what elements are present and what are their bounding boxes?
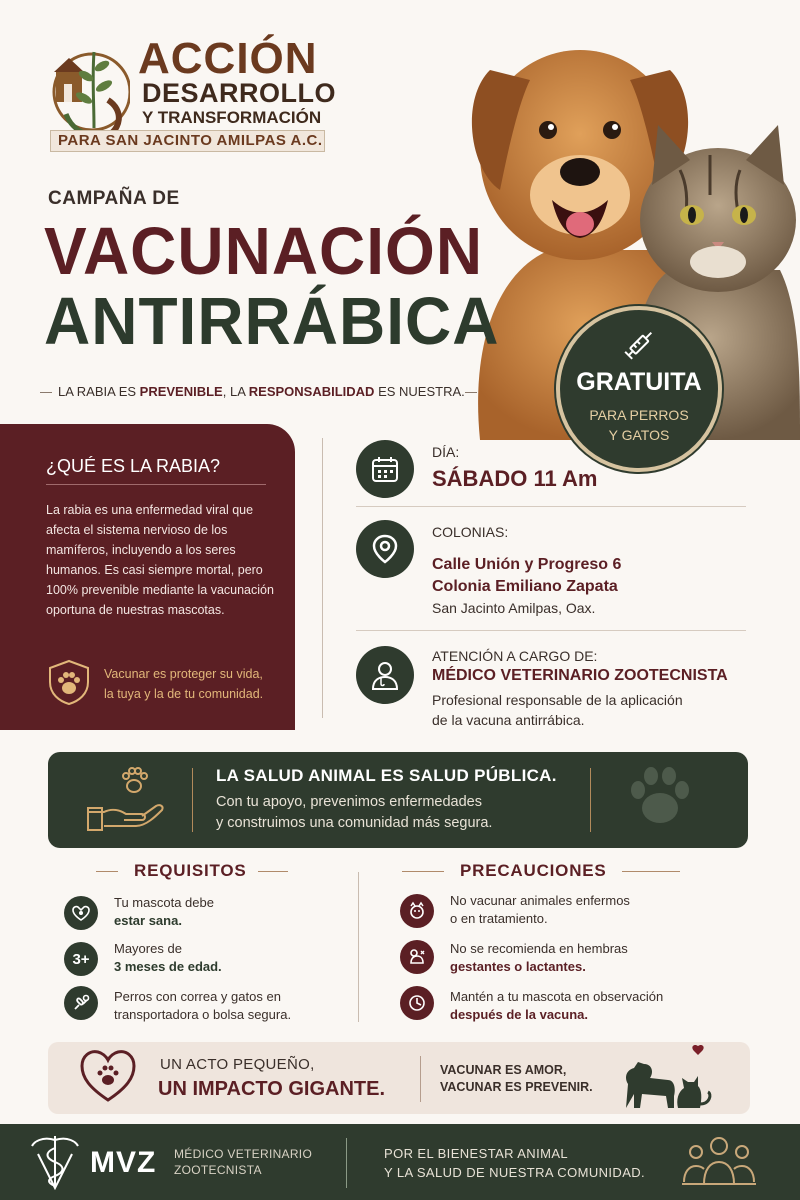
rabia-quote: Vacunar es proteger su vida, la tuya y la de tu comunidad.: [104, 667, 264, 701]
location-icon-circle: [356, 520, 414, 578]
requisitos-rule-left: [96, 871, 118, 872]
dia-value: SÁBADO 11 Am: [432, 466, 598, 491]
veterinarian-icon: [369, 659, 401, 691]
impacto-line-1: UN ACTO PEQUEÑO,: [160, 1056, 315, 1073]
title-antirrabica: ANTIRRÁBICA: [44, 283, 500, 359]
precaucion-2: No se recomienda en hembras gestantes o lactantes.: [450, 941, 628, 974]
precauciones-rule-left: [402, 871, 444, 872]
precauciones-heading: PRECAUCIONES: [460, 861, 607, 880]
community-people-icon: [680, 1134, 758, 1186]
footer-divider: [346, 1138, 347, 1188]
address-block: [432, 554, 621, 618]
address-line-2: Colonia Emiliano Zapata: [432, 578, 618, 595]
requisitos-precauciones-divider: [358, 872, 359, 1022]
heart-paw-icon: [78, 1044, 138, 1108]
campaign-pretitle: CAMPAÑA DE: [48, 188, 180, 209]
rabia-description: La rabia es una enfermedad viral que afecta el sistema nervioso de los mamíferos, incluyendo a los seres humanos. Es casi siempre mortal, pero 100% prevenible mediante la vacunación oportuna de nuestras mascotas.: [46, 503, 274, 617]
requisito-2: Mayores de 3 meses de edad.: [114, 941, 222, 974]
precaucion-1: No vacunar animales enfermos o en tratamiento.: [450, 893, 630, 926]
tagline-rule-right: [465, 392, 477, 393]
footer-mvz: MVZ: [90, 1146, 157, 1179]
footer-slogan: POR EL BIENESTAR ANIMAL Y LA SALUD DE NUESTRA COMUNIDAD.: [384, 1146, 646, 1180]
paw-icon: [624, 760, 696, 832]
requisitos-heading: REQUISITOS: [134, 861, 247, 880]
clock-icon: [400, 986, 434, 1020]
colonias-label: COLONIAS:: [432, 524, 509, 540]
requisitos-rule-right: [258, 871, 288, 872]
requisito-3: Perros con correa y gatos en transportadora o bolsa segura.: [114, 989, 292, 1022]
age-icon: 3+: [64, 942, 98, 976]
syringe-icon: [620, 324, 660, 364]
info-divider: [356, 630, 746, 631]
atencion-description: Profesional responsable de la aplicación de la vacuna antirrábica.: [432, 692, 683, 728]
address-line-3: San Jacinto Amilpas, Oax.: [432, 600, 596, 616]
rabia-divider: [46, 484, 266, 485]
logo-title-desarrollo: DESARROLLO: [142, 78, 336, 108]
banner-divider-left: [192, 768, 193, 832]
logo-title-transformacion: Y TRANSFORMACIÓN: [142, 108, 322, 127]
rabia-question: ¿QUÉ ES LA RABIA?: [46, 456, 221, 476]
hand-paw-icon: [86, 764, 166, 834]
location-pin-icon: [371, 534, 399, 564]
footer-mvz-subtitle: MÉDICO VETERINARIO ZOOTECNISTA: [174, 1147, 313, 1177]
requisito-1: Tu mascota debe estar sana.: [114, 895, 214, 928]
banner-text: Con tu apoyo, prevenimos enfermedades y construimos una comunidad más segura.: [216, 794, 493, 831]
address-line-1: Calle Unión y Progreso 6: [432, 556, 622, 573]
badge-title: GRATUITA: [576, 368, 702, 396]
banner-title: LA SALUD ANIMAL ES SALUD PÚBLICA.: [216, 766, 557, 785]
leash-icon: [64, 986, 98, 1020]
logo-title-accion: ACCIÓN: [138, 34, 318, 83]
sick-pet-icon: [400, 894, 434, 928]
precauciones-rule-right: [622, 871, 680, 872]
info-divider: [356, 506, 746, 507]
healthy-pet-icon: [64, 896, 98, 930]
precaucion-3: Mantén a tu mascota en observación después de la vacuna.: [450, 989, 664, 1022]
paw-shield-icon: [46, 658, 92, 706]
calendar-icon-circle: [356, 440, 414, 498]
vacunar-slogan: VACUNAR ES AMOR, VACUNAR ES PREVENIR.: [440, 1063, 593, 1094]
tagline-rule-left: [40, 392, 52, 393]
tagline: LA RABIA ES PREVENIBLE, LA RESPONSABILIDAD ES NUESTRA.: [58, 384, 465, 399]
title-vacunacion: VACUNACIÓN: [44, 213, 484, 289]
card-divider: [420, 1056, 421, 1102]
logo-subtitle: PARA SAN JACINTO AMILPAS A.C.: [58, 132, 323, 149]
atencion-label: ATENCIÓN A CARGO DE:: [432, 648, 598, 664]
veterinarian-icon-circle: [356, 646, 414, 704]
caduceus-icon: [30, 1132, 80, 1190]
impacto-line-2: UN IMPACTO GIGANTE.: [158, 1078, 386, 1100]
pregnant-pet-icon: [400, 940, 434, 974]
section-divider: [322, 438, 323, 718]
calendar-icon: [370, 454, 400, 484]
atencion-value: MÉDICO VETERINARIO ZOOTECNISTA: [432, 667, 728, 684]
dog-cat-silhouette-icon: [618, 1044, 718, 1112]
badge-subtitle: PARA PERROS Y GATOS: [589, 407, 689, 443]
dia-label: DÍA:: [432, 444, 460, 460]
banner-divider-right: [590, 768, 591, 832]
